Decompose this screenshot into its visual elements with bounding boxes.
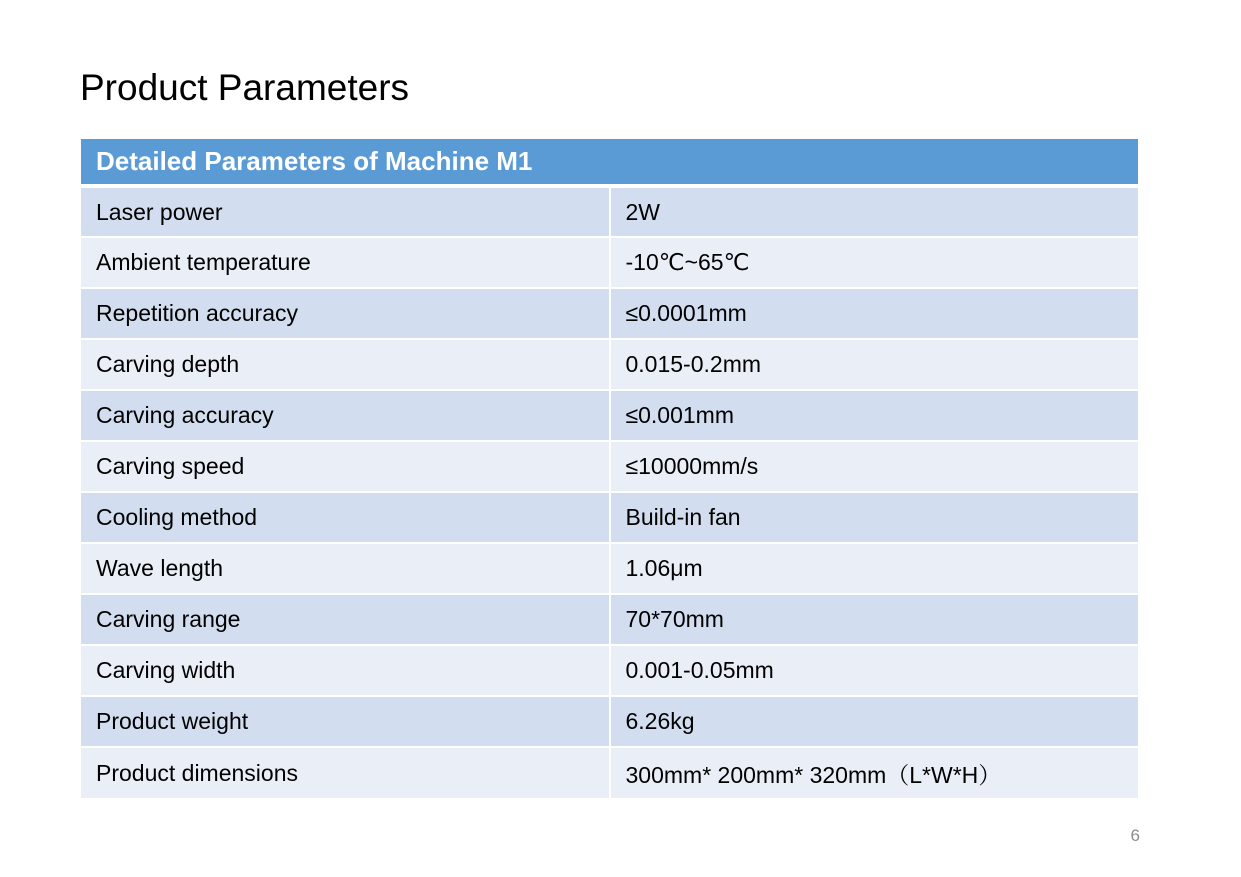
table-row	[81, 645, 1138, 696]
table-row	[81, 543, 1138, 594]
param-value: 1.06μm	[610, 543, 1139, 594]
param-value: 6.26kg	[610, 696, 1139, 747]
param-label: Repetition accuracy	[81, 288, 610, 339]
table-header-row	[81, 139, 1138, 186]
param-value: Build-in fan	[610, 492, 1139, 543]
param-value: 2W	[610, 186, 1139, 237]
table-header: Detailed Parameters of Machine M1	[81, 139, 1138, 186]
page-number: 6	[1130, 826, 1140, 845]
param-label: Carving width	[81, 645, 610, 696]
param-value: 70*70mm	[610, 594, 1139, 645]
param-label: Product dimensions	[81, 747, 610, 798]
param-label: Ambient temperature	[81, 237, 610, 288]
table-row	[81, 492, 1138, 543]
param-label: Carving accuracy	[81, 390, 610, 441]
param-value: 0.015-0.2mm	[610, 339, 1139, 390]
param-value: ≤0.001mm	[610, 390, 1139, 441]
param-value: ≤0.0001mm	[610, 288, 1139, 339]
table-row	[81, 237, 1138, 288]
table-row	[81, 594, 1138, 645]
param-label: Carving speed	[81, 441, 610, 492]
table-row	[81, 441, 1138, 492]
param-label: Cooling method	[81, 492, 610, 543]
param-value: ≤10000mm/s	[610, 441, 1139, 492]
param-value: 0.001-0.05mm	[610, 645, 1139, 696]
table-row	[81, 696, 1138, 747]
table-row	[81, 390, 1138, 441]
param-label: Carving range	[81, 594, 610, 645]
param-label: Carving depth	[81, 339, 610, 390]
param-value: 300mm* 200mm* 320mm（L*W*H）	[610, 747, 1139, 798]
table-row	[81, 339, 1138, 390]
param-label: Laser power	[81, 186, 610, 237]
page-title: Product Parameters	[80, 67, 410, 108]
param-label: Product weight	[81, 696, 610, 747]
param-value: -10℃~65℃	[610, 237, 1139, 288]
table-row	[81, 288, 1138, 339]
table-row	[81, 186, 1138, 237]
param-label: Wave length	[81, 543, 610, 594]
parameters-table	[81, 139, 1138, 798]
table-row	[81, 747, 1138, 798]
